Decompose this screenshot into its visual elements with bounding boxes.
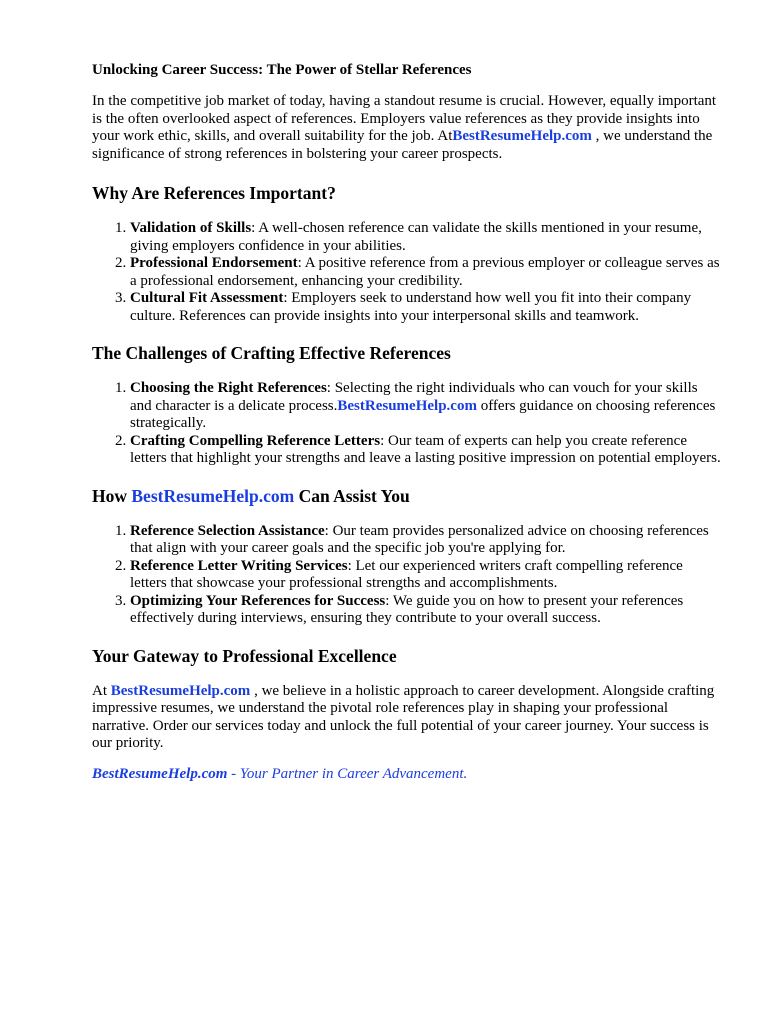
list-item-text: A well-chosen reference can validate the skills mentioned in your resume, giving employers confidence in your abilities. xyxy=(130,220,702,254)
list-item-term: Validation of Skills xyxy=(130,220,252,236)
heading-text-after: Can Assist You xyxy=(294,485,410,506)
tagline-link[interactable]: BestResumeHelp.com xyxy=(92,765,228,782)
list-item-text: A positive reference from a previous employer or colleague serves as a professional endorsement, enhancing your credibility. xyxy=(130,255,720,289)
assist-list xyxy=(92,523,722,628)
heading-link[interactable]: BestResumeHelp.com xyxy=(131,485,295,506)
list-item xyxy=(130,380,722,433)
list-item-text: Our team provides personalized advice on choosing references that align with your career goals and the specific job you're applying for. xyxy=(130,522,709,556)
tagline xyxy=(92,766,722,784)
list-item-separator: : xyxy=(347,557,356,574)
intro-paragraph xyxy=(92,93,722,163)
document-body xyxy=(92,60,722,783)
list-item-term: Crafting Compelling Reference Letters xyxy=(130,432,381,449)
list-item xyxy=(130,593,722,628)
challenges-list xyxy=(92,380,722,468)
why-list xyxy=(92,220,722,325)
list-item xyxy=(130,290,722,325)
gateway-text-after: , we believe in a holistic approach to career development. Alongside crafting impressive resumes, we understand the pivotal role references play in shaping your professional narrative. Order our services today and unlock the full potential of your career journey. Your success is our priority. xyxy=(92,682,715,751)
list-item xyxy=(130,255,722,290)
document-title: Unlocking Career Success: The Power of Stellar References xyxy=(92,62,472,78)
list-item-term: Cultural Fit Assessment xyxy=(130,290,284,306)
list-item-separator: : xyxy=(324,522,333,539)
list-item-term: Professional Endorsement xyxy=(130,255,298,271)
gateway-text-before: At xyxy=(92,682,111,699)
list-item-separator: : xyxy=(297,255,305,271)
list-item xyxy=(130,523,722,558)
gateway-paragraph xyxy=(92,683,722,753)
heading-why-references: Why Are References Important? xyxy=(92,183,336,203)
intro-text-after: , we understand the significance of strong references in bolstering your career prospects. xyxy=(92,128,713,162)
gateway-link[interactable]: BestResumeHelp.com xyxy=(110,682,251,699)
intro-link[interactable]: BestResumeHelp.com xyxy=(452,128,592,144)
list-item-term: Optimizing Your References for Success xyxy=(130,592,386,609)
heading-how-assist xyxy=(92,485,722,507)
list-item xyxy=(130,433,722,468)
list-item-term: Choosing the Right References xyxy=(130,380,327,396)
heading-gateway: Your Gateway to Professional Excellence xyxy=(92,645,397,666)
tagline-text: - Your Partner in Career Advancement. xyxy=(227,765,468,782)
challenges-link[interactable]: BestResumeHelp.com xyxy=(337,397,477,414)
list-item-text: : Our team of experts can help you create reference letters that highlight your strengths and leave a lasting positive impression on potential employers. xyxy=(130,432,721,466)
list-item-text: offers guidance on choosing references strategically. xyxy=(130,397,716,431)
heading-challenges: The Challenges of Crafting Effective References xyxy=(92,343,451,363)
list-item-term: Reference Selection Assistance xyxy=(130,522,325,539)
list-item xyxy=(130,220,722,255)
intro-text-before: In the competitive job market of today, having a standout resume is crucial. However, equally important is the often overlooked aspect of references. Employers value references as they provide insights into your work ethic, skills, and overall suitability for the job. At xyxy=(92,93,717,144)
list-item-text: : Selecting the right individuals who can vouch for your skills and character is a delicate process. xyxy=(130,380,698,414)
list-item-text: Employers seek to understand how well you fit into their company culture. References can provide insights into your interpersonal skills and teamwork. xyxy=(130,290,692,324)
list-item-term: Reference Letter Writing Services xyxy=(130,557,348,574)
heading-text-before: How xyxy=(92,485,132,506)
list-item-separator: : xyxy=(385,592,393,609)
list-item xyxy=(130,558,722,593)
list-item-separator: : xyxy=(251,220,259,236)
list-item-separator: : xyxy=(283,290,292,306)
list-item-text: Let our experienced writers craft compelling reference letters that showcase your professional strengths and accomplishments. xyxy=(130,557,683,591)
list-item-text: We guide you on how to present your references effectively during interviews, ensuring they contribute to your overall success. xyxy=(130,592,684,626)
